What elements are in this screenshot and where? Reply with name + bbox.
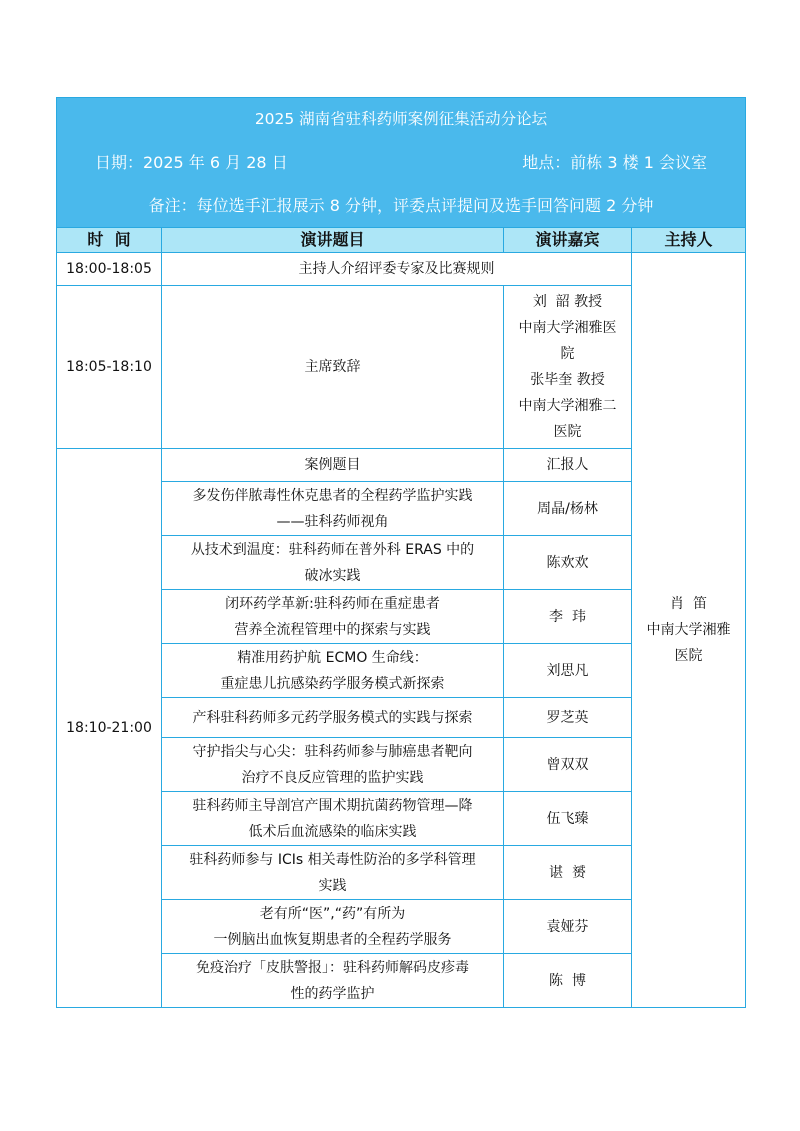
case-topic	[162, 698, 504, 738]
case-speaker: 罗芝英	[504, 698, 632, 738]
event-note: 备注：每位选手汇报展示 8 分钟，评委点评提问及选手回答问题 2 分钟	[57, 185, 746, 228]
event-location: 地点：前栋 3 楼 1 会议室	[522, 152, 707, 172]
case-speaker: 袁娅芬	[504, 900, 632, 954]
speaker-line: 张毕奎 教授	[530, 372, 605, 388]
time-cell: 18:05-18:10	[57, 286, 162, 449]
case-speaker: 谌 赟	[504, 846, 632, 900]
case-topic	[162, 846, 504, 900]
time-cell: 18:10-21:00	[57, 449, 162, 1008]
speaker-line: 医院	[553, 424, 582, 440]
speaker-line: 中南大学湘雅医	[518, 320, 617, 336]
case-topic	[162, 536, 504, 590]
event-info	[57, 140, 746, 185]
topic-cell: 主持人介绍评委专家及比赛规则	[162, 253, 632, 286]
case-speaker: 李 玮	[504, 590, 632, 644]
title-row	[57, 98, 746, 141]
column-header-speaker: 演讲嘉宾	[504, 228, 632, 253]
case-topic-line1: 闭环药学革新:驻科药师在重症患者	[225, 595, 440, 612]
case-speaker: 周晶/杨林	[504, 482, 632, 536]
case-topic-line1: 从技术到温度：驻科药师在普外科 ERAS 中的	[190, 541, 475, 558]
schedule-row-opening	[57, 253, 746, 286]
case-topic-line1: 老有所“医”,“药”有所为	[259, 905, 406, 922]
case-topic-line2: 营养全流程管理中的探索与实践	[234, 621, 431, 638]
host-name: 肖 笛	[670, 596, 707, 612]
column-header-topic: 演讲题目	[162, 228, 504, 253]
event-date: 日期：2025 年 6 月 28 日	[95, 152, 288, 172]
schedule-sheet	[56, 97, 745, 1008]
forum-schedule-table	[56, 97, 746, 1008]
speaker-cell	[504, 286, 632, 449]
note-row	[57, 185, 746, 228]
case-topic-line2: ——驻科药师视角	[276, 513, 389, 530]
case-topic-line1: 守护指尖与心尖：驻科药师参与肺癌患者靶向	[192, 743, 473, 760]
case-topic	[162, 900, 504, 954]
case-topic-line2: 破冰实践	[304, 567, 361, 584]
column-header-time: 时 间	[57, 228, 162, 253]
case-topic	[162, 738, 504, 792]
host-cell	[632, 253, 746, 1008]
speaker-line: 刘 韶 教授	[532, 294, 603, 310]
case-speaker: 伍飞臻	[504, 792, 632, 846]
case-speaker-header: 汇报人	[504, 449, 632, 482]
case-topic-line2: 治疗不良反应管理的监护实践	[241, 769, 424, 786]
case-topic-line1: 多发伤伴脓毒性休克患者的全程药学监护实践	[192, 487, 473, 504]
case-topic	[162, 644, 504, 698]
case-topic-line2: 实践	[318, 877, 347, 894]
info-row	[57, 140, 746, 185]
case-topic	[162, 482, 504, 536]
topic-cell: 主席致辞	[162, 286, 504, 449]
case-topic	[162, 590, 504, 644]
case-topic	[162, 954, 504, 1008]
case-topic-line2: 重症患儿抗感染药学服务模式新探索	[220, 675, 445, 692]
case-speaker: 曾双双	[504, 738, 632, 792]
case-topic-line2: 性的药学监护	[290, 985, 375, 1002]
case-topic-line2: 低术后血流感染的临床实践	[248, 823, 417, 840]
case-topic-line1: 精准用药护航 ECMO 生命线：	[237, 649, 428, 666]
host-org-line1: 中南大学湘雅	[646, 622, 731, 638]
case-topic-line1: 产科驻科药师多元药学服务模式的实践与探索	[192, 709, 473, 726]
case-topic	[162, 792, 504, 846]
case-topic-header: 案例题目	[162, 449, 504, 482]
case-topic-line1: 驻科药师主导剖宫产围术期抗菌药物管理—降	[192, 797, 473, 814]
case-topic-line1: 免疫治疗「皮肤警报」：驻科药师解码皮疹毒	[196, 959, 469, 976]
case-speaker: 刘思凡	[504, 644, 632, 698]
speaker-line: 中南大学湘雅二	[518, 398, 617, 414]
case-speaker: 陈欢欢	[504, 536, 632, 590]
speaker-line: 院	[560, 346, 575, 362]
case-speaker: 陈 博	[504, 954, 632, 1008]
column-header-row	[57, 228, 746, 253]
case-topic-line1: 驻科药师参与 ICIs 相关毒性防治的多学科管理	[189, 851, 476, 868]
host-org-line2: 医院	[674, 648, 703, 664]
time-cell: 18:00-18:05	[57, 253, 162, 286]
column-header-host: 主持人	[632, 228, 746, 253]
forum-title: 2025 湖南省驻科药师案例征集活动分论坛	[57, 98, 746, 141]
case-topic-line2: 一例脑出血恢复期患者的全程药学服务	[213, 931, 452, 948]
